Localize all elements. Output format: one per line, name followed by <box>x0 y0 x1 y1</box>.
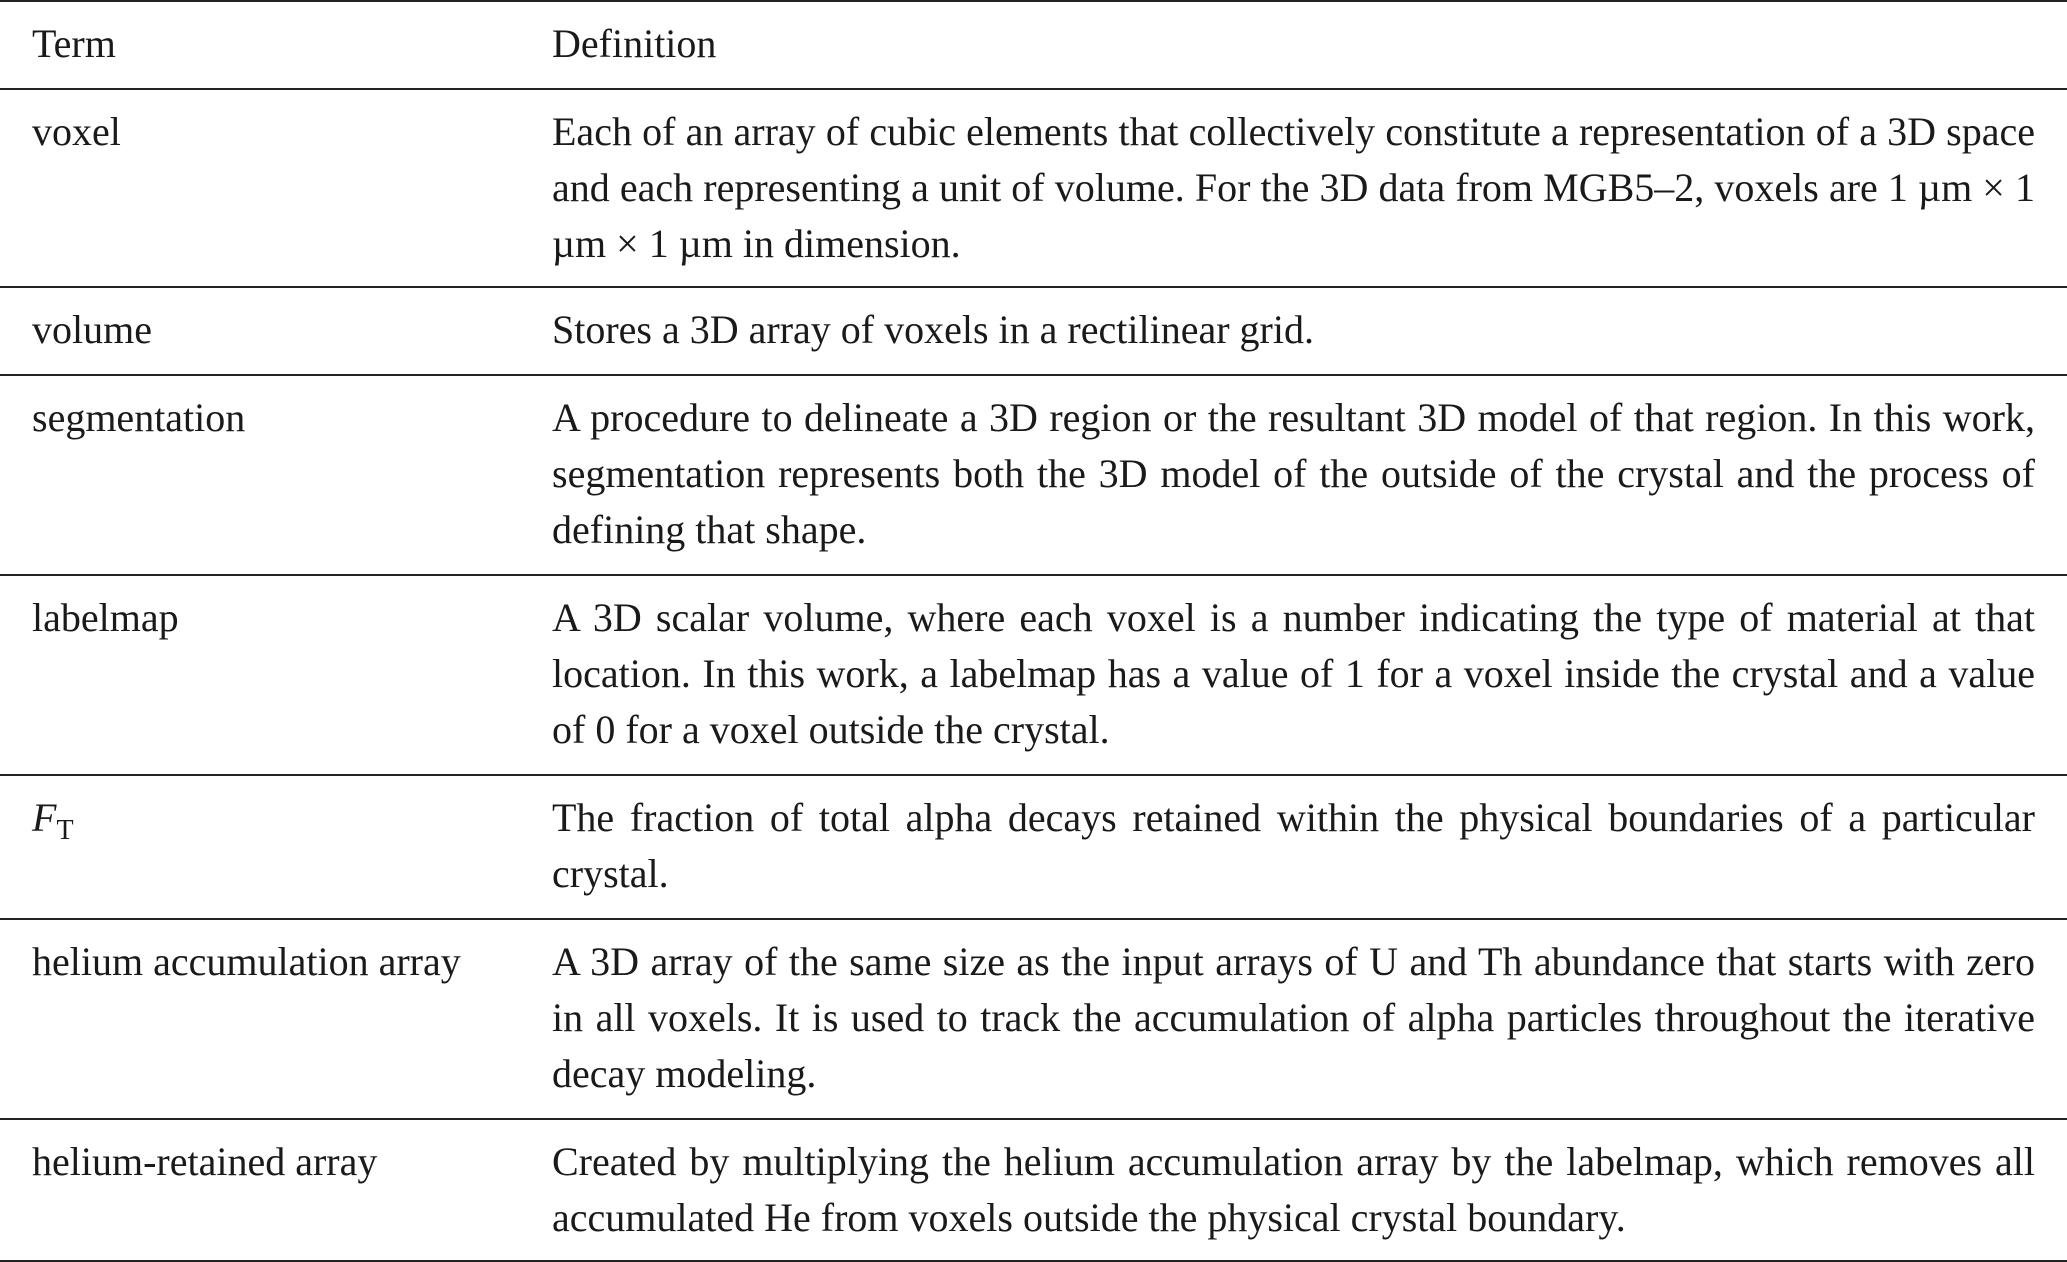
table-header-row <box>0 2 2067 90</box>
term-cell: labelmap <box>32 595 179 640</box>
definition-cell: Created by multiplying the helium accumulation array by the labelmap, which removes all accumulated He from voxels outside the physical crystal boundary. <box>552 1139 2035 1240</box>
term-cell: voxel <box>32 109 121 154</box>
term-symbol: F <box>32 795 57 840</box>
term-subscript: T <box>56 815 74 846</box>
term-cell: volume <box>32 307 152 352</box>
definition-cell: A procedure to delineate a 3D region or the resultant 3D model of that region. In this work, segmentation represents both the 3D model of the outside of the crystal and the process of defining that shape. <box>552 395 2035 552</box>
definition-cell: A 3D scalar volume, where each voxel is a number indicating the type of material at that location. In this work, a labelmap has a value of 1 for a voxel inside the crystal and a value of 0 for a voxel outside the crystal. <box>552 595 2035 752</box>
term-cell <box>0 776 552 918</box>
table-row <box>0 376 2067 576</box>
table-row <box>0 776 2067 920</box>
table-row <box>0 920 2067 1120</box>
table-row <box>0 288 2067 376</box>
table-row <box>0 90 2067 288</box>
definition-cell: Stores a 3D array of voxels in a rectilinear grid. <box>552 307 1314 352</box>
term-cell: segmentation <box>32 395 246 440</box>
header-term: Term <box>32 21 116 66</box>
table-row <box>0 576 2067 776</box>
header-definition: Definition <box>552 21 717 66</box>
table-row <box>0 1120 2067 1262</box>
term-cell: helium accumulation array <box>32 939 461 984</box>
definition-cell: The fraction of total alpha decays retained within the physical boundaries of a particular crystal. <box>552 795 2035 896</box>
definition-cell: Each of an array of cubic elements that collectively constitute a representation of a 3D space and each representing a unit of volume. For the 3D data from MGB5–2, voxels are 1 µm × 1 µm × 1 µm in dimension. <box>552 109 2035 266</box>
term-cell: helium-retained array <box>32 1139 378 1184</box>
definition-cell: A 3D array of the same size as the input arrays of U and Th abundance that starts with zero in all voxels. It is used to track the accumulation of alpha particles throughout the iterative decay modeling. <box>552 939 2035 1096</box>
